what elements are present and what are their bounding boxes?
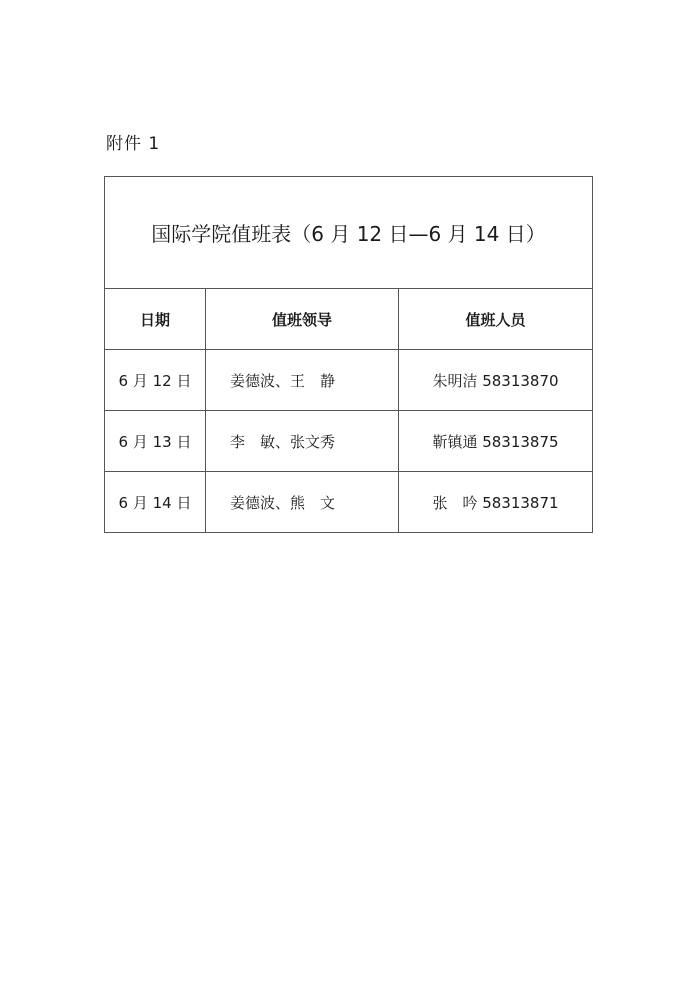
- cell-leader: 李 敏、张文秀: [206, 411, 399, 472]
- duty-schedule-table: [104, 176, 593, 533]
- table-row: [105, 350, 593, 411]
- cell-staff: 张 吟 58313871: [399, 472, 593, 533]
- attachment-label: 附件 1: [106, 134, 161, 154]
- cell-staff: 朱明洁 58313870: [399, 350, 593, 411]
- cell-leader: 姜德波、王 静: [206, 350, 399, 411]
- header-leader: 值班领导: [206, 289, 399, 350]
- table-row: [105, 472, 593, 533]
- header-date: 日期: [105, 289, 206, 350]
- table-header-row: [105, 289, 593, 350]
- header-staff: 值班人员: [399, 289, 593, 350]
- table-title-row: [105, 177, 593, 289]
- cell-staff: 靳镇通 58313875: [399, 411, 593, 472]
- cell-date: 6 月 12 日: [105, 350, 206, 411]
- table-title: 国际学院值班表（6 月 12 日—6 月 14 日）: [105, 177, 593, 289]
- table-row: [105, 411, 593, 472]
- cell-date: 6 月 14 日: [105, 472, 206, 533]
- cell-date: 6 月 13 日: [105, 411, 206, 472]
- cell-leader: 姜德波、熊 文: [206, 472, 399, 533]
